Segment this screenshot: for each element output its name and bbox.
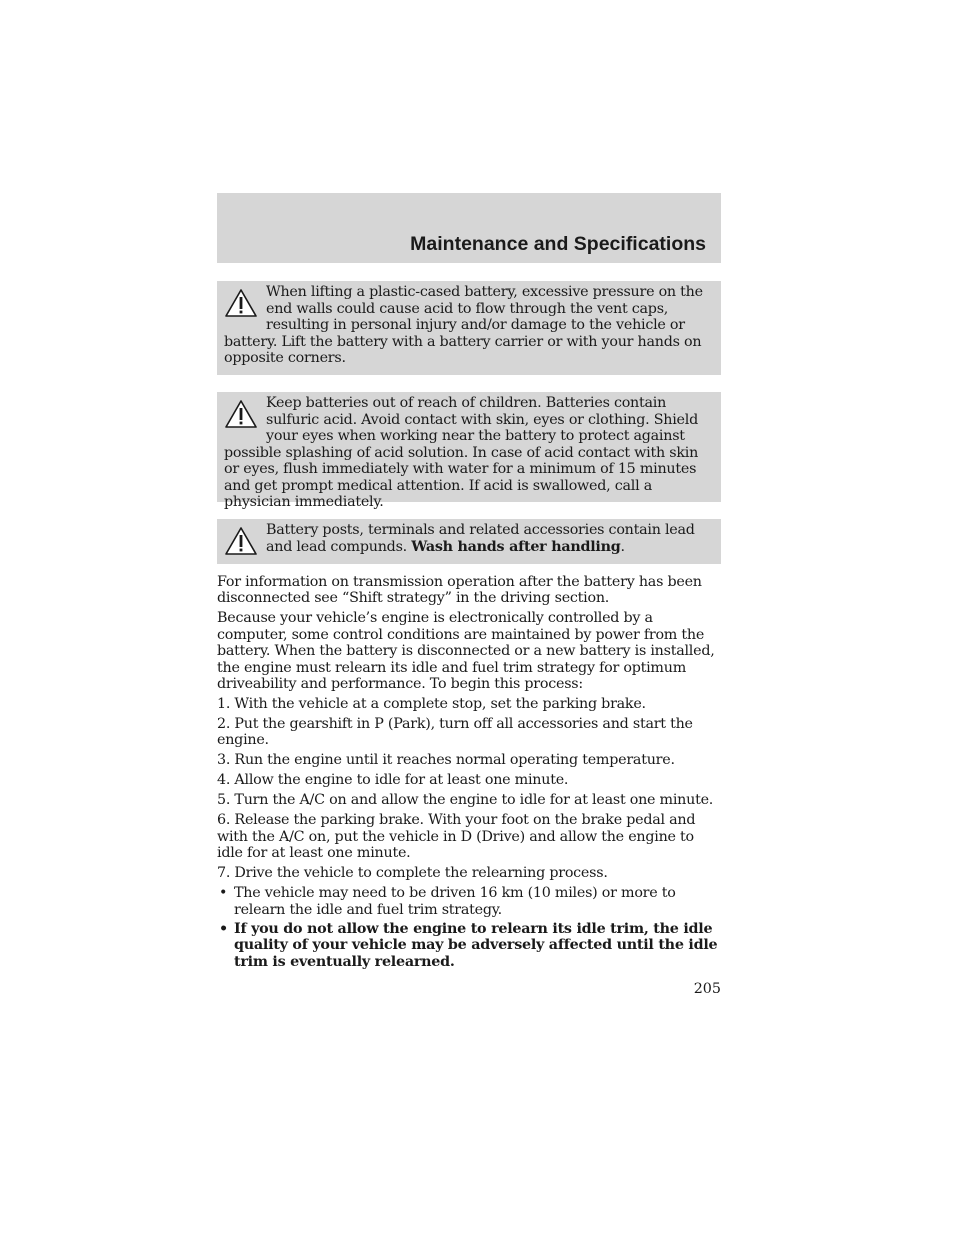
warning-text: Battery posts, terminals and related accessories contain lead and lead compunds. bbox=[266, 522, 695, 555]
section-title: Maintenance and Specifications bbox=[410, 233, 706, 255]
step-3: 3. Run the engine until it reaches normal operating temperature. bbox=[217, 752, 675, 769]
step-1: 1. With the vehicle at a complete stop, set the parking brake. bbox=[217, 696, 646, 713]
warning-text-suffix: . bbox=[620, 538, 625, 555]
section-header bbox=[217, 193, 721, 263]
step-6: 6. Release the parking brake. With your foot on the brake pedal and with the A/C on, put the vehicle in D (Drive) and allow the engine to idle for at least one minute. bbox=[217, 812, 696, 862]
warning-box-lead bbox=[217, 519, 721, 564]
warning-triangle-icon bbox=[224, 288, 258, 318]
warning-box-lifting bbox=[217, 281, 721, 375]
step-2: 2. Put the gearshift in P (Park), turn off all accessories and start the engine. bbox=[217, 716, 693, 749]
bullet-item-bold bbox=[217, 921, 721, 970]
warning-text: When lifting a plastic-cased battery, excessive pressure on the end walls could cause acid to flow through the vent caps, resulting in personal injury and/or damage to the vehicle or battery. Lift the battery with a battery carrier or with your hands on opposite corners. bbox=[224, 284, 703, 366]
step-5: 5. Turn the A/C on and allow the engine to idle for at least one minute. bbox=[217, 792, 714, 809]
paragraph-relearn-intro: Because your vehicle’s engine is electronically controlled by a computer, some control conditions are maintained by power from the battery. When the battery is disconnected or a new battery is installed, the engine must relearn its idle and fuel trim strategy for optimum driveability and performance. To begin this process: bbox=[217, 610, 715, 693]
bullet-item bbox=[217, 885, 721, 918]
body-text bbox=[217, 574, 721, 973]
bullet-text: The vehicle may need to be driven 16 km (10 miles) or more to relearn the idle and fuel trim strategy. bbox=[234, 885, 676, 918]
paragraph-transmission: For information on transmission operation after the battery has been disconnected see “Shift strategy” in the driving section. bbox=[217, 574, 702, 607]
warning-triangle-icon bbox=[224, 399, 258, 429]
warning-text-bold: Wash hands after handling bbox=[411, 538, 621, 555]
bullet-icon: • bbox=[219, 885, 228, 902]
warning-text: Keep batteries out of reach of children. Batteries contain sulfuric acid. Avoid contact with skin, eyes or clothing. Shield your eyes when working near the battery to protect against possible splashing of acid solution. In case of acid contact with skin or eyes, flush immediately with water for a minimum of 15 minutes and get prompt medical attention. If acid is swallowed, call a physician immediately. bbox=[224, 395, 699, 510]
bullet-icon: • bbox=[219, 921, 228, 938]
bullet-text: If you do not allow the engine to relearn its idle trim, the idle quality of your vehicle may be adversely affected until the idle trim is eventually relearned. bbox=[234, 921, 718, 970]
warning-triangle-icon bbox=[224, 526, 258, 556]
page-number: 205 bbox=[693, 981, 721, 997]
step-7: 7. Drive the vehicle to complete the relearning process. bbox=[217, 865, 608, 882]
step-4: 4. Allow the engine to idle for at least one minute. bbox=[217, 772, 569, 789]
warning-box-children bbox=[217, 392, 721, 510]
